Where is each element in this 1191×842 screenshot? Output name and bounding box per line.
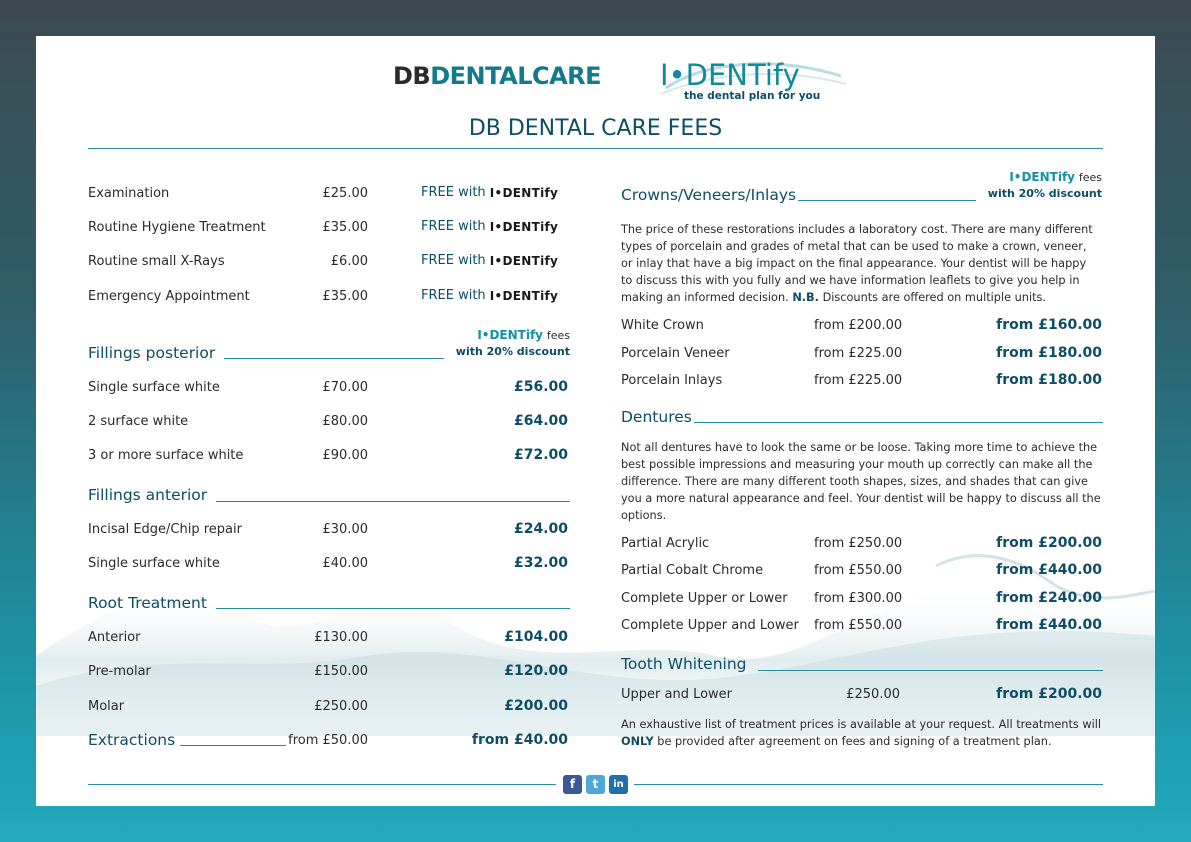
fees-note-line1 — [420, 328, 570, 342]
identify-price: £64.00 — [513, 413, 568, 429]
fees-discount-label: with 20% discount — [987, 187, 1102, 200]
linkedin-icon[interactable]: in — [609, 775, 628, 794]
logo-dentalcare: DENTALCARE — [430, 62, 602, 90]
treatment-name: Single surface white — [88, 380, 220, 395]
treatment-name: Molar — [88, 699, 125, 714]
treatment-price: £35.00 — [322, 220, 368, 235]
identify-price: from £200.00 — [996, 686, 1102, 702]
identify-logo-text: I•DENTify — [660, 58, 800, 92]
treatment-name: Single surface white — [88, 556, 220, 571]
footer-note — [621, 716, 1111, 750]
treatment-price: £30.00 — [322, 522, 368, 537]
treatment-name: Anterior — [88, 630, 141, 645]
treatment-price: £130.00 — [314, 630, 368, 645]
fees-label: fees — [1078, 171, 1102, 184]
identify-price: from £240.00 — [996, 590, 1102, 606]
identify-price: from £440.00 — [996, 562, 1102, 578]
identify-price: from £180.00 — [996, 345, 1102, 361]
identify-logo — [656, 56, 856, 106]
treatment-price: £6.00 — [330, 254, 368, 269]
identify-mini-logo: I•DENTify — [489, 185, 559, 200]
treatment-price: from £550.00 — [814, 563, 903, 578]
free-with-label: FREE with — [421, 219, 486, 234]
section-title: Extractions — [88, 731, 176, 749]
footer-note-a: An exhaustive list of treatment prices is available at your request. All treatments will — [621, 718, 1102, 731]
treatment-name: 3 or more surface white — [88, 448, 244, 463]
identify-price: £32.00 — [513, 555, 568, 571]
section-title: Dentures — [621, 408, 692, 426]
treatment-name: Partial Acrylic — [621, 536, 710, 551]
section-title: Fillings anterior — [88, 486, 208, 504]
identify-price: from £160.00 — [996, 317, 1102, 333]
treatment-price: £40.00 — [322, 556, 368, 571]
section-rule — [216, 501, 570, 502]
identify-tagline: the dental plan for you — [684, 90, 821, 102]
treatment-name: Routine small X-Rays — [88, 254, 225, 269]
footer-rule-left — [88, 784, 556, 785]
identify-price: from £440.00 — [996, 617, 1102, 633]
identify-price: from £200.00 — [996, 535, 1102, 551]
treatment-price: from £550.00 — [814, 618, 903, 633]
treatment-name: Complete Upper and Lower — [621, 618, 799, 633]
page-title: DB DENTAL CARE FEES — [468, 116, 723, 141]
nb-label: N.B. — [792, 291, 819, 304]
logo-db: DB — [393, 62, 431, 90]
treatment-name: White Crown — [621, 318, 704, 333]
section-rule — [224, 358, 444, 359]
treatment-name: 2 surface white — [88, 414, 189, 429]
treatment-price: £150.00 — [314, 664, 368, 679]
treatment-price: from £50.00 — [288, 733, 368, 748]
treatment-price: £250.00 — [846, 687, 900, 702]
footer-only: ONLY — [621, 735, 654, 748]
treatment-name: Complete Upper or Lower — [621, 591, 788, 606]
free-with-label: FREE with — [421, 185, 486, 200]
identify-price: £24.00 — [513, 521, 568, 537]
identify-fees-note-right — [952, 170, 1102, 200]
crowns-description — [621, 221, 1101, 306]
treatment-name: Emergency Appointment — [88, 289, 250, 304]
treatment-price: from £225.00 — [814, 346, 903, 361]
identify-fees-note — [420, 328, 570, 358]
twitter-icon[interactable]: t — [586, 775, 605, 794]
treatment-price: from £225.00 — [814, 373, 903, 388]
treatment-name: Partial Cobalt Chrome — [621, 563, 764, 578]
footer-note-b: be provided after agreement on fees and signing of a treatment plan. — [657, 735, 1052, 748]
free-with-identify — [421, 288, 558, 303]
fees-discount-label: with 20% discount — [455, 345, 570, 358]
fee-sheet — [36, 36, 1155, 806]
treatment-name: Routine Hygiene Treatment — [88, 220, 266, 235]
identify-price: £56.00 — [513, 379, 568, 395]
treatment-price: from £300.00 — [814, 591, 903, 606]
facebook-icon[interactable]: f — [563, 775, 582, 794]
dentures-description: Not all dentures have to look the same or be loose. Taking more time to achieve the best possible impressions and measuring your mouth up correctly can make all the difference. There are many different tooth shapes, sizes, and shades that can give you a more natural appearance and feel. Your dentist will be happy to discuss all the options. — [621, 441, 1101, 522]
treatment-price: £35.00 — [322, 289, 368, 304]
free-with-identify — [421, 253, 558, 268]
treatment-price: £250.00 — [314, 699, 368, 714]
treatment-name: Pre-molar — [88, 664, 151, 679]
section-rule — [798, 200, 976, 201]
dbdentalcare-logo — [393, 62, 601, 90]
identify-price: £104.00 — [504, 629, 568, 645]
section-title: Tooth Whitening — [621, 655, 747, 673]
treatment-name: Porcelain Veneer — [621, 346, 730, 361]
identify-mini-logo: I•DENTify — [489, 288, 559, 303]
identify-price: from £40.00 — [471, 732, 568, 748]
title-divider — [88, 148, 1103, 149]
fees-label: fees — [546, 329, 570, 342]
identify-price: £72.00 — [513, 447, 568, 463]
treatment-name: Examination — [88, 186, 170, 201]
identify-price: from £180.00 — [996, 372, 1102, 388]
treatment-price: £25.00 — [322, 186, 368, 201]
footer-rule-right — [634, 784, 1103, 785]
treatment-price: from £250.00 — [814, 536, 903, 551]
free-with-identify — [421, 185, 558, 200]
treatment-name: Incisal Edge/Chip repair — [88, 522, 242, 537]
identify-price: £200.00 — [504, 698, 568, 714]
section-rule — [758, 670, 1103, 671]
section-title: Crowns/Veneers/Inlays — [621, 186, 797, 204]
section-title: Fillings posterior — [88, 344, 216, 362]
treatment-name: Upper and Lower — [621, 687, 733, 702]
crowns-para-end: Discounts are offered on multiple units. — [822, 291, 1046, 304]
treatment-price: from £200.00 — [814, 318, 903, 333]
identify-small-logo: I•DENTify — [477, 328, 544, 342]
section-rule — [694, 422, 1103, 423]
fees-note-line1 — [952, 170, 1102, 184]
treatment-price: £70.00 — [322, 380, 368, 395]
treatment-price: £90.00 — [322, 448, 368, 463]
free-with-label: FREE with — [421, 253, 486, 268]
crowns-para-text: The price of these restorations includes a laboratory cost. There are many different types of porcelain and grades of metal that can be used to make a crown, veneer, or inlay that have a big impact on the final appearance. Your dentist will be happy to discuss this with you fully and we have information leaflets to give you help in making an informed decision. — [621, 223, 1093, 304]
treatment-price: £80.00 — [322, 414, 368, 429]
free-with-label: FREE with — [421, 288, 486, 303]
identify-small-logo: I•DENTify — [1009, 170, 1076, 184]
identify-mini-logo: I•DENTify — [489, 219, 559, 234]
identify-mini-logo: I•DENTify — [489, 253, 559, 268]
section-rule — [216, 608, 570, 609]
section-title: Root Treatment — [88, 594, 207, 612]
identify-price: £120.00 — [504, 663, 568, 679]
free-with-identify — [421, 219, 558, 234]
treatment-name: Porcelain Inlays — [621, 373, 723, 388]
